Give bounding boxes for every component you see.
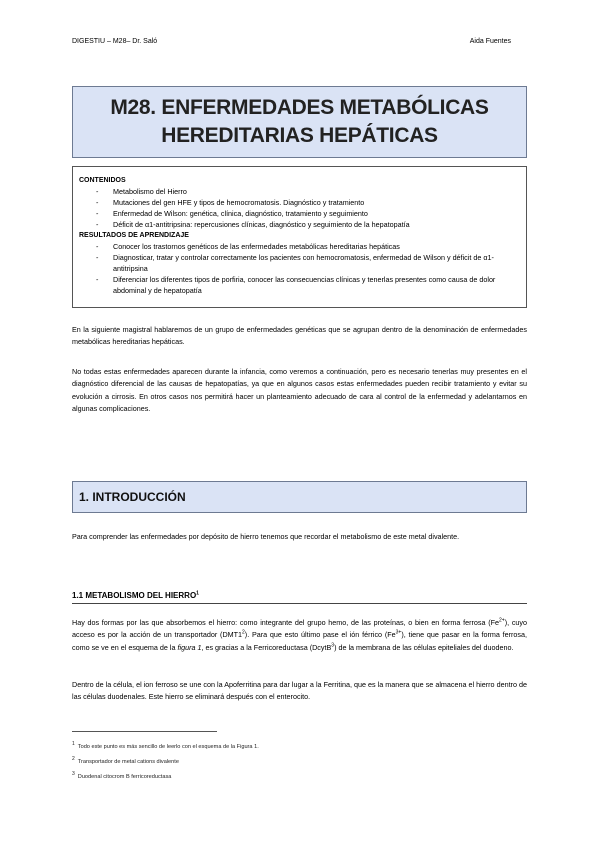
section-paragraph: Para comprender las enfermedades por depósito de hierro tenemos que recordar el metabolismo de este metal divalente. (72, 532, 460, 541)
footnote (72, 768, 527, 783)
outcome-item: - Conocer los trastornos genéticos de las enfermedades metabólicas hereditarias hepáticas (79, 241, 520, 252)
contents-heading: CONTENIDOS (79, 177, 126, 184)
document-title-line1: M28. ENFERMEDADES METABÓLICAS (110, 96, 489, 119)
contents-box (72, 166, 527, 308)
contents-list (79, 186, 520, 230)
text-run: , es gracias a la Ferricoreductasa (DcytB (201, 642, 332, 652)
running-header (72, 38, 511, 45)
text-run: Hay dos formas por las que absorbemos el hierro: como integrante del grupo hemo, de las proteínas, o bien en forma ferrosa (Fe (72, 618, 499, 627)
outcomes-heading: RESULTADOS DE APRENDIZAJE (79, 232, 189, 239)
document-title-line2: HEREDITARIAS HEPÁTICAS (161, 124, 438, 147)
header-course: DIGESTIU – M28– Dr. Saló (72, 38, 158, 45)
footnote-ref: 1 (196, 590, 199, 597)
iron-paragraph-2: Dentro de la célula, el ion ferroso se une con la Apoferritina para dar lugar a la Ferritina, que es la manera que se almacena el hierro dentro de las células duodenales. Este hierro se eliminará después con el enterocito. (72, 680, 527, 702)
footnote-ref: 3 (331, 642, 335, 649)
text-run: ) de la membrana de las células epiteliales del duodeno. (334, 642, 514, 652)
text-run: ). Para que esto último pase el ión férrico (Fe (244, 630, 396, 640)
outcomes-list (79, 241, 520, 296)
footnote-text: Duodenal citocrom B ferricoreductasa (77, 773, 172, 780)
text-run: ), tiene que pasar en la forma ferrosa, como se ve en el esquema de la (72, 630, 527, 652)
intro-paragraph: No todas estas enfermedades aparecen durante la infancia, como veremos a continuación, pero es necesario tenerlas muy presentes en el diagnóstico diferencial de las causas de hepatopatías, ya que en algunos casos estas enfermedades pueden recibir tratamiento y evitar su evolución a cirrosis. En otros casos nos permitirá hacer un planteamiento adecuado de cara al control de la enfermedad y adelantarnos en algunas complicaciones. (72, 367, 527, 414)
contents-item: - Mutaciones del gen HFE y tipos de hemocromatosis. Diagnóstico y tratamiento (79, 197, 520, 208)
text-run: ), cuyo acceso es por la acción de un transportador (DMT1 (72, 618, 527, 640)
outcome-item: - Diagnosticar, tratar y controlar correctamente los pacientes con hemocromatosis, enfermedad de Wilson y déficit de α1-antitripsina (79, 252, 520, 274)
document-title-box (72, 86, 527, 158)
section-title: 1. INTRODUCCIÓN (79, 490, 186, 504)
iron-paragraph (72, 617, 527, 654)
outcome-item: - Diferenciar los diferentes tipos de porfiria, conocer las consecuencias clínicas y tenerlas presentes como causa de dolor abdominal y de hepatopatía (79, 274, 520, 296)
footnotes (72, 738, 527, 783)
contents-item: - Déficit de α1-antitripsina: repercusiones clínicas, diagnóstico y seguimiento de la hepatopatía (79, 219, 520, 230)
contents-item: - Enfermedad de Wilson: genética, clínica, diagnóstico, tratamiento y seguimiento (79, 208, 520, 219)
contents-item: - Metabolismo del Hierro (79, 186, 520, 197)
intro-paragraph: En la siguiente magistral hablaremos de un grupo de enfermedades genéticas que se agrupan dentro de la denominación de enfermedades metabólicas hereditarias hepáticas. (72, 325, 527, 347)
footnote (72, 753, 527, 768)
footnote (72, 738, 527, 753)
footnote-number: 3 (72, 770, 75, 777)
header-author: Aida Fuentes (469, 38, 511, 45)
footnote-number: 1 (72, 741, 75, 747)
footnote-separator (72, 731, 217, 732)
superscript: 3+ (395, 630, 402, 637)
footnote-text: Todo este punto es más sencillo de leerlo con el esquema de la Figura 1. (77, 743, 259, 750)
subsection-heading-metabolismo (72, 591, 527, 604)
footnote-number: 2 (72, 755, 75, 762)
footnote-ref: 2 (242, 630, 245, 637)
subsection-title: 1.1 METABOLISMO DEL HIERRO (72, 591, 197, 600)
superscript: 2+ (499, 617, 505, 624)
section-heading-introduccion (72, 481, 527, 513)
figure-reference: figura 1 (177, 642, 202, 652)
footnote-text: Transportador de metal cations divalente (77, 758, 179, 765)
